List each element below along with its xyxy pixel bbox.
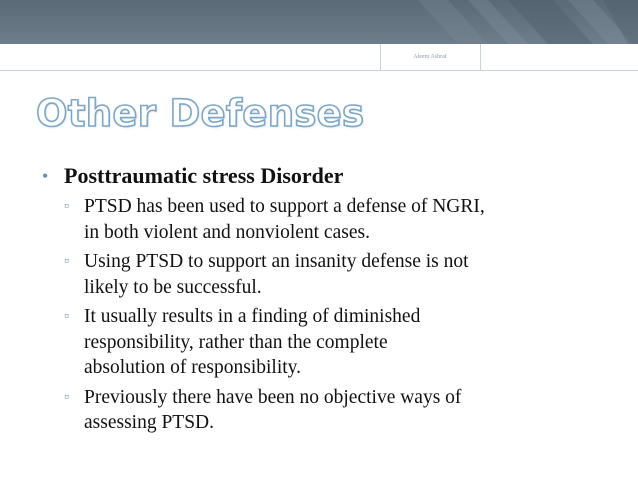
sub-point-line: responsibility, rather than the complete [84,331,388,353]
sub-point [62,194,622,245]
author-label: Aleem Ashraf [413,54,447,60]
sub-point-line: assessing PTSD. [84,412,215,433]
sub-bullet-marker: ▫ [64,199,69,214]
main-point [42,162,622,190]
sub-point-line: Previously there have been no objective ways of [84,386,462,408]
sub-point-line: in both violent and nonviolent cases. [84,221,370,243]
header-strip [0,44,638,70]
slide-top-band [0,0,638,44]
slide-title: Other Defenses [36,92,365,135]
sub-point-line: absolution of responsibility. [84,357,302,378]
band-decoration [378,0,638,44]
bullet-marker: • [42,166,49,186]
main-point-text: Posttraumatic stress Disorder [64,163,344,188]
sub-point-line: PTSD has been used to support a defense of NGRI, [84,196,485,217]
sub-point [62,385,622,436]
header-divider-right [480,44,481,70]
slide-content [42,162,622,440]
sub-point-line: Using PTSD to support an insanity defense is not [84,251,469,272]
sub-bullet-marker: ▫ [64,309,69,324]
sub-point-line: It usually results in a finding of diminished [84,306,421,327]
sub-point-line: likely to be successful. [84,276,262,298]
sub-bullet-marker: ▫ [64,254,69,269]
sub-point-list [42,194,622,436]
sub-point [62,304,622,381]
sub-bullet-marker: ▫ [64,389,69,405]
header-underline [0,70,638,71]
sub-point [62,249,622,300]
